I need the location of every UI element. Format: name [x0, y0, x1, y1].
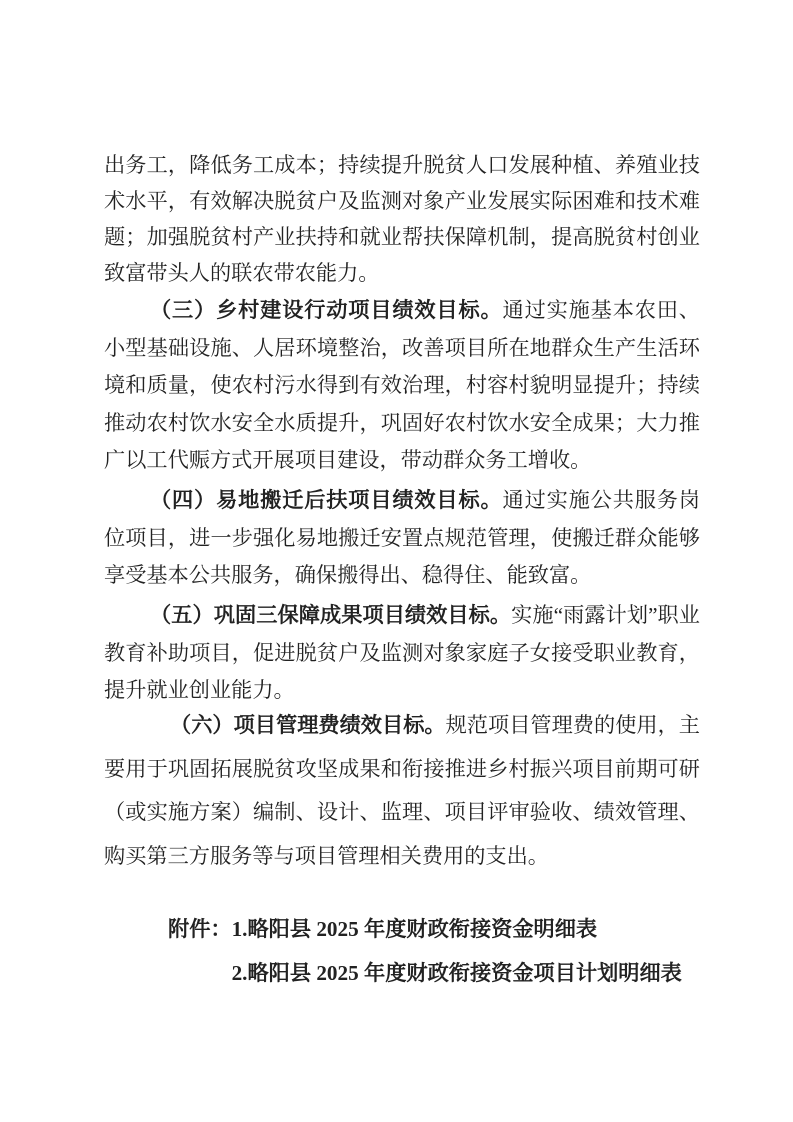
paragraph-text: 通过实施基本农田、小型基础设施、人居环境整治，改善项目所在地群众生产生活环境和质量，使农村污水得到有效治理，村容村貌明显提升；持续推动农村饮水安全水质提升，巩固好农村饮水安全成果；大力推广以工代赈方式开展项目建设，带动群众务工增收。: [104, 298, 700, 472]
paragraph-section-5: [104, 597, 700, 710]
attachments-block: [104, 907, 700, 995]
section-heading: （四）易地搬迁后扶项目绩效目标。: [150, 488, 503, 512]
paragraph-text: 规范项目管理费的使用，主要用于巩固拓展脱贫攻坚成果和衔接推进乡村振兴项目前期可研（或实施方案）编制、设计、监理、项目评审验收、绩效管理、购买第三方服务等与项目管理相关费用的支出。: [104, 713, 700, 868]
paragraph-section-4: [104, 482, 700, 595]
paragraph-text: 出务工，降低务工成本；持续提升脱贫人口发展种植、养殖业技术水平，有效解决脱贫户及监测对象产业发展实际困难和技术难题；加强脱贫村产业扶持和就业帮扶保障机制，提高脱贫村创业致富带头人的联农带农能力。: [104, 153, 700, 285]
section-heading: （五）巩固三保障成果项目绩效目标。: [150, 603, 512, 627]
section-heading: （六）项目管理费绩效目标。: [170, 713, 446, 737]
paragraph-section-3: [104, 292, 700, 480]
paragraph-continuation: [104, 147, 700, 291]
attachment-item: 2.略阳县 2025 年度财政衔接资金项目计划明细表: [231, 961, 682, 985]
section-heading: （三）乡村建设行动项目绩效目标。: [150, 298, 503, 322]
paragraph-section-6: [104, 704, 700, 878]
paragraph-text: 通过实施公共服务岗位项目，进一步强化易地搬迁安置点规范管理，使搬迁群众能够享受基本公共服务，确保搬得出、稳得住、能致富。: [104, 488, 700, 587]
attachments-label: 附件：: [168, 917, 232, 941]
attachment-item: 1.略阳县 2025 年度财政衔接资金明细表: [231, 917, 598, 941]
attachments-list: [232, 907, 700, 995]
paragraph-text: 实施“雨露计划”职业教育补助项目，促进脱贫户及监测对象家庭子女接受职业教育，提升就业创业能力。: [104, 603, 700, 702]
